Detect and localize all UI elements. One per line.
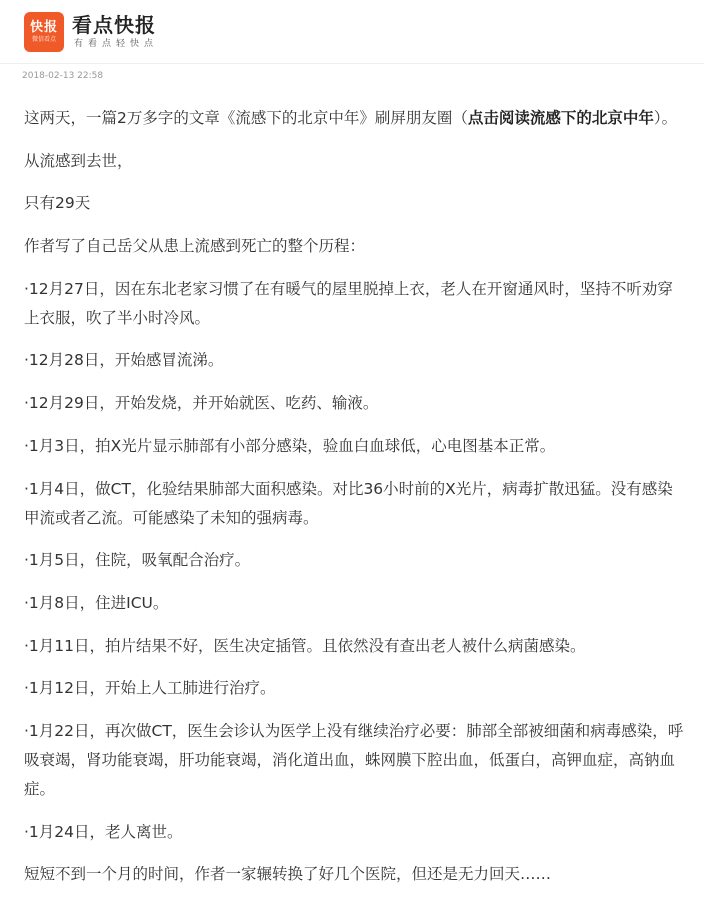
brand-slogan: 有看点轻快点 <box>74 39 159 49</box>
timeline-item: ·1月8日，住进ICU。 <box>24 593 169 612</box>
intro-text-end: ）。 <box>653 109 678 127</box>
logo-text: 快报 <box>29 20 58 35</box>
paragraph: 作者写了自己岳父从患上流感到死亡的整个历程： <box>24 237 366 256</box>
paragraph: 短短不到一个月的时间，作者一家辗转换了好几个医院，但还是无力回天…… <box>24 865 552 884</box>
timeline-item: ·1月12日，开始上人工肺进行治疗。 <box>24 679 276 698</box>
timeline-item: ·1月3日，拍X光片显示肺部有小部分感染，验血白血球低，心电图基本正常。 <box>24 436 556 455</box>
paragraph: 只有29天 <box>24 194 91 213</box>
app-header <box>0 0 704 64</box>
timeline-item: ·1月4日，做CT，化验结果肺部大面积感染。对比36小时前的X光片，病毒扩散迅猛。没有感染甲流或者乙流。可能感染了未知的强病毒。 <box>24 479 673 527</box>
timeline-item: ·1月22日，再次做CT，医生会诊认为医学上没有继续治疗必要：肺部全部被细菌和病毒感染，呼吸衰竭，肾功能衰竭，肝功能衰竭，消化道出血，蛛网膜下腔出血，低蛋白，高钾血症，高钠血症。 <box>24 721 684 798</box>
article-body <box>24 104 684 903</box>
publish-date: 2018-02-13 22:58 <box>22 71 104 81</box>
timeline-item: ·1月11日，拍片结果不好，医生决定插管。且依然没有查出老人被什么病菌感染。 <box>24 636 586 655</box>
timeline-item: ·1月24日，老人离世。 <box>24 822 183 841</box>
intro-text: 这两天，一篇2万多字的文章《流感下的北京中年》刷屏朋友圈（ <box>24 109 468 127</box>
brand[interactable] <box>72 12 158 50</box>
brand-name: 看点快报 <box>72 13 156 37</box>
article-link[interactable]: 点击阅读流感下的北京中年 <box>467 109 654 127</box>
app-logo[interactable] <box>24 12 64 52</box>
timeline-item: ·12月28日，开始感冒流涕。 <box>24 351 224 370</box>
timeline-item: ·12月27日，因在东北老家习惯了在有暖气的屋里脱掉上衣，老人在开窗通风时，坚持不听劝穿上衣服，吹了半小时冷风。 <box>24 279 673 327</box>
intro-paragraph <box>24 104 684 133</box>
paragraph: 从流感到去世， <box>24 151 133 170</box>
timeline-item: ·1月5日，住院，吸氧配合治疗。 <box>24 551 251 570</box>
timeline-item: ·12月29日，开始发烧，并开始就医、吃药、输液。 <box>24 394 379 413</box>
logo-subtext: 微信看点 <box>31 36 56 43</box>
